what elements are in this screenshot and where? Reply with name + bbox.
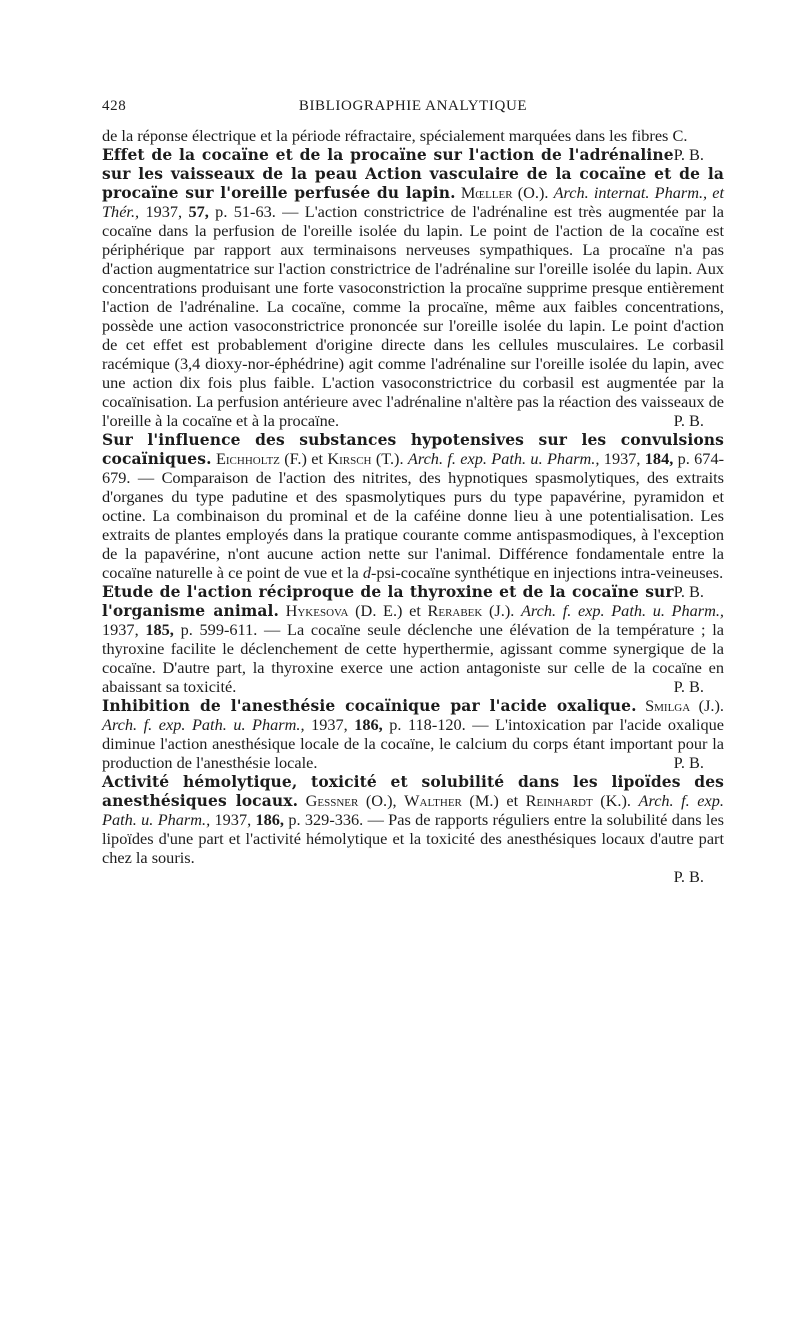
signature: P. B. [673,582,704,601]
entry-volume: 186, [354,715,383,734]
entry-text: p. 51-63. — L'action constrictrice de l'adrénaline est très augmentée par la cocaïne dans la perfusion de l'oreille isolée du lapin. Le point de l'action de la cocaïne est périphérique par rapport aux terminaisons nerveuses sympathiques. La procaïne n'a pas d'action augmentatrice sur l'action constrictrice de l'adrénaline sur l'oreille isolée du lapin. Aux concentrations produisant une forte vasoconstriction la procaïne supprime presque entièrement l'action de l'adrénaline. La cocaïne, comme la procaïne, même aux faibles concentrations, possède une action vasoconstrictrice prononcée sur l'oreille isolée du lapin. Le point d'action de cet effet est probablement d'origine directe dans les cellules musculaires. Le corbasil racémique (3,4 dioxy-nor-éphédrine) agit comme l'adrénaline sur l'oreille isolée du lapin, avec une action dix fois plus faible. L'action vasoconstrictrice du corbasil est augmentée par la cocaïnisation. La perfusion antérieure avec l'adrénaline n'altère pas la réaction des vaisseaux de l'oreille à la cocaïne et à la procaïne. [102,202,724,430]
entry-year: 1937, [311,715,348,734]
article-body [102,126,724,886]
bibliography-entry [102,582,724,696]
bibliography-entry [102,772,724,886]
entry-author-initials: (K.). [600,791,631,810]
entry-authors: Smilga (J.). [645,696,724,715]
running-title: BIBLIOGRAPHIE ANALYTIQUE [298,98,528,114]
entry-tail-text: -psi-cocaïne synthétique en injections intra-veineuses. [370,563,724,582]
entry-authors: Mœller (O.). [460,183,549,202]
entry-author: Walther [404,791,462,810]
entry-year: 1937, [603,449,641,468]
entry-italic-prefix: d [362,563,371,582]
bibliography-entry [102,145,724,430]
entry-journal: Arch. internat. Pharm., et Thér., [102,183,724,221]
entry-author: Kirsch [327,449,372,468]
entry-year: 1937, [102,620,139,639]
signature: P. B. [673,677,704,696]
entry-author-initials: (M.) et [469,791,519,810]
signature: P. B. [673,145,704,164]
running-header [102,98,724,118]
entry-author-initials: (O.), [365,791,397,810]
entry-journal: Arch. f. exp. Path. u. Pharm., [102,791,724,829]
entry-author-initials: (T.). [375,449,404,468]
entry-author-initials: (J.). [489,601,515,620]
entry-title: Inhibition de l'anesthésie cocaïnique par l'acide oxalique. [102,696,637,715]
entry-year: 1937, [214,810,252,829]
signature: P. B. [673,411,704,430]
entry-author: Eichholtz [215,449,280,468]
signature: P. B. [673,867,704,886]
signature: P. B. [673,753,704,772]
entry-journal: Arch. f. exp. Path. u. Pharm., [520,601,724,620]
entry-year: 1937, [145,202,183,221]
entry-author: Gessner [305,791,359,810]
page-number: 428 [102,98,127,114]
entry-title: Etude de l'action réciproque de la thyroxine et de la cocaïne sur l'organisme animal. [102,582,674,620]
entry-author: Hykesova [285,601,349,620]
entry-author-initials: (D. E.) et [355,601,421,620]
continuation-text: de la réponse électrique et la période réfractaire, spécialement marquées dans les fibres C. [102,126,688,145]
entry-volume: 185, [145,620,174,639]
entry-journal: Arch. f. exp. Path. u. Pharm., [102,715,305,734]
entry-title: Activité hémolytique, toxicité et solubilité dans les lipoïdes des anesthésiques locaux. [102,772,724,810]
entry-text: p. 599-611. — La cocaïne seule déclenche une élévation de la température ; la thyroxine facilite le déclenchement de cette hyperthermie, agissant comme synergique de la cocaïne. D'autre part, la thyroxine exerce une action antagoniste sur celle de la cocaïne en abaissant sa toxicité. [102,620,724,696]
entry-volume: 186, [255,810,284,829]
entry-text: p. 329-336. — Pas de rapports réguliers entre la solubilité dans les lipoïdes d'une part et l'activité hémolytique et la toxicité des anesthésiques locaux d'autre part chez la souris. [102,810,724,867]
entry-author: Reinhardt [525,791,593,810]
continuation-paragraph [102,126,724,164]
entry-author-initials: (F.) et [284,449,323,468]
entry-volume: 184, [644,449,674,468]
entry-text: p. 118-120. — L'intoxication par l'acide oxalique diminue l'action anesthésique locale de la cocaïne, le calcium du corps étant important pour la production de l'anesthésie locale. [102,715,724,772]
entry-volume: 57, [188,202,209,221]
entry-author: Rerabek [427,601,483,620]
entry-title: Sur l'influence des substances hypotensives sur les convulsions cocaïniques. [102,430,724,468]
entry-text: p. 674-679. — Comparaison de l'action des nitrites, des hypnotiques spasmolytiques, des extraits d'organes du type padutine et des spasmolytiques purs du type papavérine, pyramidon et octine. La combinaison du prominal et de la caféine donne lieu à une potentialisation. Les extraits de plantes employés dans la pratique courante comme antispasmodiques, à l'exception de la papavérine, n'ont aucune action nette sur l'animal. Différence fondamentale entre la cocaïne naturelle à ce point de vue et la [102,449,725,582]
entry-title: Effet de la cocaïne et de la procaïne sur l'action de l'adrénaline sur les vaisseaux de la peau Action vasculaire de la cocaïne et de la procaïne sur l'oreille perfusée du lapin. [102,145,724,202]
bibliography-entry [102,696,724,772]
entry-journal: Arch. f. exp. Path. u. Pharm., [407,449,600,468]
